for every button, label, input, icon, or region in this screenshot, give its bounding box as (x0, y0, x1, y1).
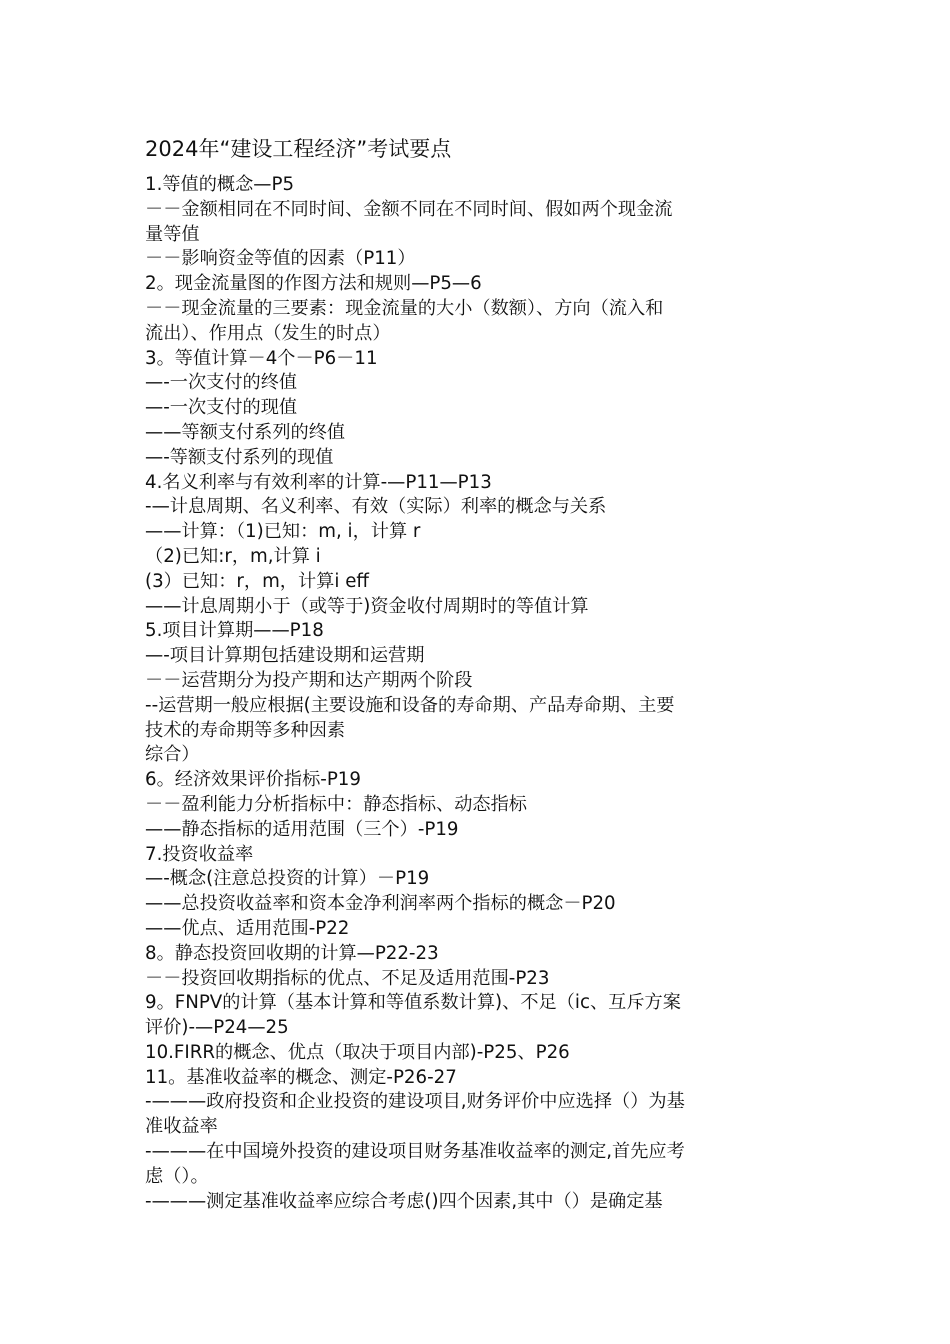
text-line: —-一次支付的终值 (145, 372, 298, 394)
text-line: －－影响资金等值的因素（P11） (145, 248, 416, 270)
text-line: ——优点、适用范围-P22 (145, 917, 350, 939)
text-line: （2)已知:r，m,计算 i (145, 545, 321, 567)
text-line: 量等值 (145, 223, 200, 245)
document-title: 2024年“建设工程经济”考试要点 (145, 137, 452, 161)
text-line: 7.投资收益率 (145, 843, 254, 865)
text-line: (3）已知：r，m，计算i eff (145, 570, 369, 592)
text-line: ——总投资收益率和资本金净利润率两个指标的概念－P20 (145, 893, 616, 915)
text-line: 2。现金流量图的作图方法和规则—P5—6 (145, 273, 482, 295)
text-line: 4.名义利率与有效利率的计算-—P11—P13 (145, 471, 492, 493)
text-line: 虑（）。 (145, 1165, 209, 1187)
text-line: -—计息周期、名义利率、有效（实际）利率的概念与关系 (145, 496, 607, 518)
text-line: -———测定基准收益率应综合考虑()四个因素,其中（）是确定基 (145, 1190, 663, 1212)
text-line: 流出）、作用点（发生的时点） (145, 322, 391, 344)
text-line: 评价)-—P24—25 (145, 1017, 289, 1039)
text-line: 11。基准收益率的概念、测定-P26-27 (145, 1066, 457, 1088)
text-line: ——计算：（1)已知：m, i，计算 r (145, 521, 421, 543)
text-line: —-一次支付的现值 (145, 397, 298, 419)
text-line: 10.FIRR的概念、优点（取决于项目内部)-P25、P26 (145, 1041, 570, 1063)
text-line: -———政府投资和企业投资的建设项目,财务评价中应选择（）为基 (145, 1091, 685, 1113)
text-line: 准收益率 (145, 1116, 218, 1138)
text-line: 9。FNPV的计算（基本计算和等值系数计算)、不足（ic、互斥方案 (145, 992, 681, 1014)
text-line: ——静态指标的适用范围（三个）-P19 (145, 818, 459, 840)
text-line: 5.项目计算期——P18 (145, 620, 324, 642)
text-line: －－现金流量的三要素：现金流量的大小（数额）、方向（流入和 (145, 297, 664, 319)
text-line: —-项目计算期包括建设期和运营期 (145, 645, 425, 667)
text-line: 3。等值计算－4个－P6－11 (145, 347, 378, 369)
text-line: 6。经济效果评价指标-P19 (145, 769, 361, 791)
text-line: -———在中国境外投资的建设项目财务基准收益率的测定,首先应考 (145, 1141, 685, 1163)
text-line: －－盈利能力分析指标中：静态指标、动态指标 (145, 793, 527, 815)
text-line: ——计息周期小于（或等于)资金收付周期时的等值计算 (145, 595, 589, 617)
text-line: —-等额支付系列的现值 (145, 446, 334, 468)
text-line: 技术的寿命期等多种因素 (145, 719, 346, 741)
text-line: －－金额相同在不同时间、金额不同在不同时间、假如两个现金流 (145, 198, 673, 220)
text-line: --运营期一般应根据(主要设施和设备的寿命期、产品寿命期、主要 (145, 694, 675, 716)
text-line: －－运营期分为投产期和达产期两个阶段 (145, 669, 473, 691)
document-body (145, 173, 810, 1214)
text-line: 综合） (145, 744, 200, 766)
text-line: —-概念(注意总投资的计算）－P19 (145, 868, 430, 890)
text-line: ——等额支付系列的终值 (145, 421, 346, 443)
text-line: －－投资回收期指标的优点、不足及适用范围-P23 (145, 967, 550, 989)
text-line: 8。静态投资回收期的计算—P22-23 (145, 942, 439, 964)
text-line: 1.等值的概念—P5 (145, 174, 295, 195)
